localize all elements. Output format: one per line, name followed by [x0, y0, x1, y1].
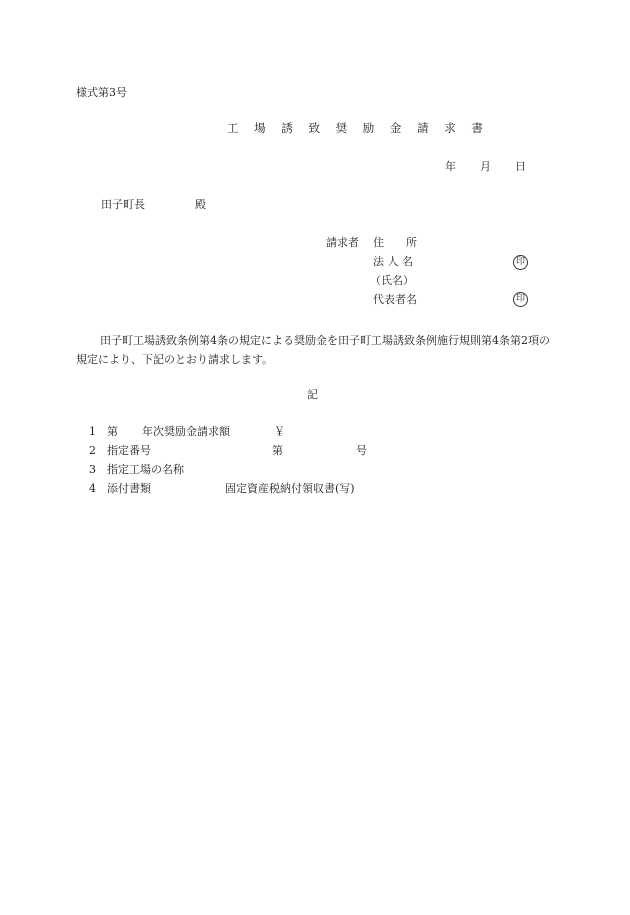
date-day: 日 — [515, 160, 526, 173]
item-label-suffix: 年次奨励金請求額 — [142, 425, 230, 438]
claimant-representative-label: 代表者名 — [373, 293, 417, 306]
seal-icon: 印 — [513, 255, 528, 270]
date-month: 月 — [480, 160, 491, 173]
document-title: 工 場 誘 致 奨 励 金 請 求 書 — [227, 121, 489, 135]
item-number: 2 — [89, 444, 96, 457]
item-value: 固定資産税納付領収書(写) — [225, 482, 355, 495]
claimant-address-label: 住 所 — [373, 236, 417, 249]
item-label: 指定番号 — [107, 444, 151, 457]
ki-label: 記 — [307, 388, 318, 401]
seal-icon: 印 — [513, 292, 528, 307]
addressee-name: 田子町長 — [101, 198, 145, 211]
item-number: 3 — [89, 463, 96, 476]
item-label: 指定工場の名称 — [107, 463, 184, 476]
item-value: ￥ — [274, 425, 285, 438]
claimant-corp-name-label: 法 人 名 — [373, 255, 413, 268]
item-value-prefix: 第 — [272, 444, 283, 457]
item-label: 第 — [107, 425, 118, 438]
item-label: 添付書類 — [107, 482, 151, 495]
addressee-honorific: 殿 — [195, 198, 206, 211]
date-year: 年 — [445, 160, 456, 173]
item-number: 1 — [89, 425, 96, 438]
item-value-suffix: 号 — [356, 444, 367, 457]
form-number: 様式第3号 — [76, 86, 127, 99]
claimant-person-name-label: （氏名） — [370, 274, 414, 287]
request-body-text: 田子町工場誘致条例第4条の規定による奨励金を田子町工場誘致条例施行規則第4条第2項の規定により、下記のとおり請求します。 — [76, 334, 550, 366]
item-number: 4 — [89, 482, 96, 495]
claimant-label: 請求者 — [326, 236, 359, 249]
